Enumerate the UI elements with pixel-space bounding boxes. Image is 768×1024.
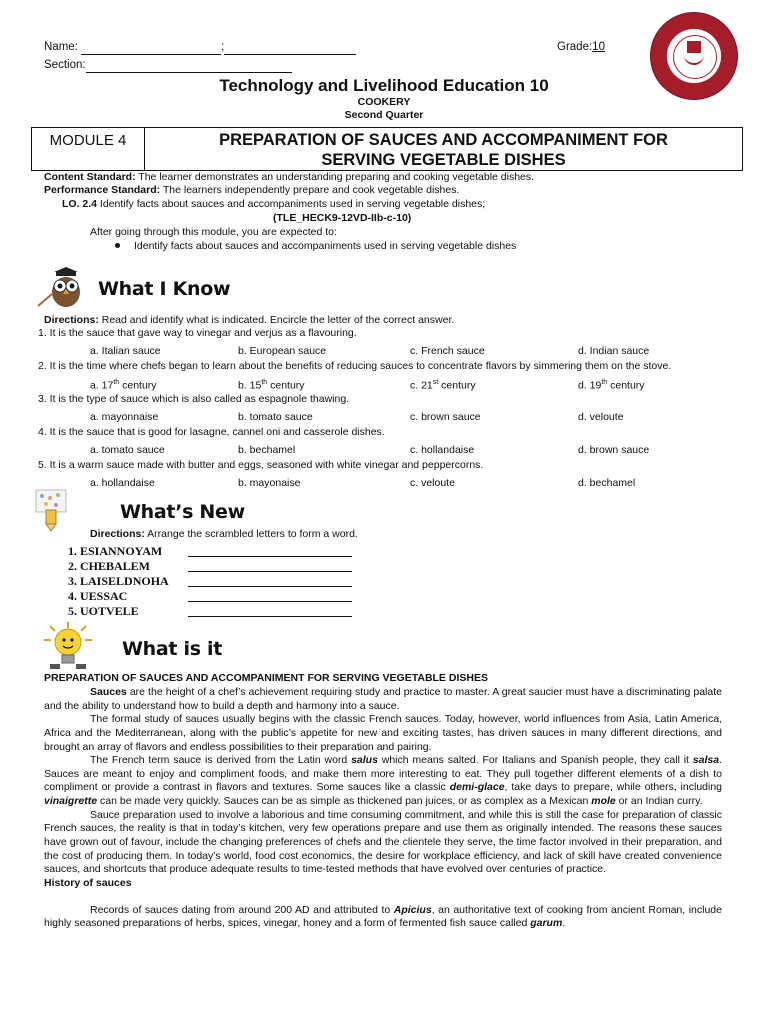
lo-label: LO. 2.4 bbox=[62, 198, 98, 210]
question-5: 5. It is a warm sauce made with butter and eggs, seasoned with white vinegar and peppercorns. bbox=[38, 459, 484, 471]
content-standard-label: Content Standard: bbox=[44, 171, 136, 183]
spacer bbox=[44, 891, 722, 904]
question-1-option-c[interactable]: c. French sauce bbox=[410, 345, 485, 357]
wn-directions bbox=[90, 528, 358, 542]
term-mole: mole bbox=[591, 795, 616, 808]
bullet-text: Identify facts about sauces and accompaniments used in serving vegetable dishes bbox=[134, 240, 517, 252]
wik-directions bbox=[44, 314, 454, 328]
wn-directions-text: Arrange the scrambled letters to form a word. bbox=[144, 528, 358, 540]
question-4-option-a[interactable]: a. tomato sauce bbox=[90, 444, 165, 456]
term-garum: garum bbox=[530, 917, 563, 930]
question-4-option-c[interactable]: c. hollandaise bbox=[410, 444, 475, 456]
question-5-option-a[interactable]: a. hollandaise bbox=[90, 477, 155, 489]
paragraph-1 bbox=[44, 686, 722, 713]
section-line bbox=[44, 58, 292, 73]
what-i-know-heading: What I Know bbox=[98, 278, 231, 300]
whats-new-heading: What’s New bbox=[120, 501, 245, 523]
pencil-icon bbox=[32, 488, 70, 532]
expectation-text: After going through this module, you are expected to: bbox=[90, 226, 337, 238]
p3-a: The French term sauce is derived from the Latin word bbox=[90, 754, 352, 767]
module-box bbox=[31, 127, 743, 171]
question-5-option-c[interactable]: c. veloute bbox=[410, 477, 455, 489]
what-is-it-body bbox=[44, 686, 722, 931]
question-2-option-c[interactable]: c. 21st century bbox=[410, 379, 476, 392]
scrambled-word: 2. CHEBALEM bbox=[68, 559, 151, 573]
question-1-option-d[interactable]: d. Indian sauce bbox=[578, 345, 650, 357]
scrambled-word: 5. UOTVELE bbox=[68, 604, 139, 618]
paragraph-5 bbox=[44, 904, 722, 931]
question-3-option-a[interactable]: a. mayonnaise bbox=[90, 411, 159, 423]
name-label: Name: bbox=[44, 41, 78, 53]
scrambled-item-4 bbox=[68, 589, 127, 605]
answer-blank[interactable] bbox=[188, 616, 352, 617]
main-title: Technology and Livelihood Education 10 bbox=[219, 76, 549, 95]
question-5-option-b[interactable]: b. mayonaise bbox=[238, 477, 301, 489]
question-4-option-d[interactable]: d. brown sauce bbox=[578, 444, 650, 456]
p3-b: which means salted. For Italians and Spanish people, they call it bbox=[377, 754, 693, 767]
question-2-option-a[interactable]: a. 17th century bbox=[90, 379, 157, 392]
performance-standard bbox=[44, 184, 459, 198]
grade-label: Grade: bbox=[557, 41, 593, 53]
content-standard bbox=[44, 171, 534, 185]
learning-objective bbox=[62, 198, 485, 212]
p3-c: . Sauces are meant to enjoy and compliment foods, and make them more interesting to eat. They pull together different elements of a dish to compliment or provide a contrast in flavors and textures. Some sauces like a classic bbox=[44, 754, 722, 794]
question-4: 4. It is the sauce that is good for lasagne, cannel oni and casserole dishes. bbox=[38, 426, 385, 438]
wn-directions-label: Directions: bbox=[90, 528, 145, 540]
module-label: MODULE 4 bbox=[32, 128, 145, 170]
question-2-option-b[interactable]: b. 15th century bbox=[238, 379, 305, 392]
history-heading: History of sauces bbox=[44, 876, 132, 889]
scrambled-item-2 bbox=[68, 559, 150, 575]
paragraph-4: Sauce preparation used to involve a laborious and time consuming commitment, and while this is still the case for preparation of classic French sauces, the reality is that in today’s kitchen, very few operations prepare and use them as originally intended. The reasons these sauces have grown out of favour, include the changing preferences of chefs and the clientele they serve, the time factor involved in their preparation, and the cost of producing them. In today’s world, food cost economics, the desire for workplace efficiency, and lack of skill have created convenience sauces, and shortcuts that produce adequate results to time-tested methods that have evolved over centuries of practice. bbox=[44, 808, 722, 876]
scrambled-word: 1. ESIANNOYAM bbox=[68, 544, 163, 558]
term-salus: salus bbox=[351, 754, 378, 767]
name-blank-2[interactable] bbox=[224, 42, 356, 55]
question-3-option-d[interactable]: d. veloute bbox=[578, 411, 624, 423]
lightbulb-icon bbox=[40, 620, 98, 670]
answer-blank[interactable] bbox=[188, 556, 352, 557]
p3-e: can be made very quickly. Sauces can be as simple as thickened pan juices, or as complex as a Mexican bbox=[97, 795, 592, 808]
name-blank[interactable] bbox=[81, 42, 221, 55]
p5-b: , an authoritative text of cooking from ancient Roman, include highly seasoned preparations of herbs, spices, vinegar, honey and a form of fermented fish sauce called bbox=[44, 903, 722, 930]
section-blank[interactable] bbox=[86, 60, 292, 73]
question-3-option-b[interactable]: b. tomato sauce bbox=[238, 411, 313, 423]
paragraph-2: The formal study of sauces usually begins with the classic French sauces. Today, however, world influences from Asia, Latin America, Africa and the Mediterranean, along with the public’s appetite for new and exciting tastes, has driven sauces in many different directions, and brought an array of flavors and endless possibilities to their preparation and pairing. bbox=[44, 713, 722, 753]
name-line bbox=[44, 40, 356, 55]
module-title-line1: PREPARATION OF SAUCES AND ACCOMPANIMENT FOR bbox=[219, 131, 668, 149]
term-demi-glace: demi-glace bbox=[449, 781, 505, 794]
name-sep: ; bbox=[221, 41, 225, 53]
term-salsa: salsa bbox=[692, 754, 720, 767]
bullet-dot bbox=[115, 243, 120, 248]
performance-standard-text: The learners independently prepare and cook vegetable dishes. bbox=[160, 184, 460, 196]
seal-building bbox=[687, 41, 701, 53]
question-1-option-b[interactable]: b. European sauce bbox=[238, 345, 327, 357]
what-is-it-heading: What is it bbox=[122, 638, 223, 660]
wik-directions-text: Read and identify what is indicated. Encircle the letter of the correct answer. bbox=[98, 314, 455, 326]
paragraph-1-text: are the height of a chef’s achievement requiring study and practice to master. A great saucier must have a discriminating palate and the ability to understand how to build a depth and harmony into a sauce. bbox=[44, 686, 722, 712]
question-2-option-d[interactable]: d. 19th century bbox=[578, 379, 645, 392]
grade-line bbox=[557, 40, 605, 55]
scrambled-item-5 bbox=[68, 604, 139, 620]
performance-standard-label: Performance Standard: bbox=[44, 184, 161, 196]
term-vinaigrette: vinaigrette bbox=[44, 795, 98, 808]
p5-a: Records of sauces dating from around 200 AD and attributed to bbox=[90, 903, 394, 916]
sub-title-quarter: Second Quarter bbox=[344, 109, 424, 121]
question-3-option-c[interactable]: c. brown sauce bbox=[410, 411, 481, 423]
p3-f: or an Indian curry. bbox=[615, 795, 703, 808]
what-is-it-subheading: PREPARATION OF SAUCES AND ACCOMPANIMENT FOR SERVING VEGETABLE DISHES bbox=[44, 672, 488, 684]
p5-c: . bbox=[562, 917, 566, 930]
owl-teacher-icon bbox=[36, 266, 92, 310]
content-standard-text: The learner demonstrates an understanding preparing and cooking vegetable dishes. bbox=[135, 171, 535, 183]
question-4-option-b[interactable]: b. bechamel bbox=[238, 444, 296, 456]
answer-blank[interactable] bbox=[188, 586, 352, 587]
wik-directions-label: Directions: bbox=[44, 314, 99, 326]
question-5-option-d[interactable]: d. bechamel bbox=[578, 477, 636, 489]
scrambled-item-1 bbox=[68, 544, 162, 560]
p3-d: , take days to prepare, while others, including bbox=[504, 781, 723, 794]
module-title-line2: SERVING VEGETABLE DISHES bbox=[321, 151, 566, 169]
sub-title-cookery: COOKERY bbox=[357, 96, 411, 108]
paragraph-3 bbox=[44, 754, 722, 809]
answer-blank[interactable] bbox=[188, 601, 352, 602]
question-2: 2. It is the time where chefs began to learn about the benefits of reducing sauces to concentrate flavors by simmering them on the stove. bbox=[38, 360, 672, 372]
lo-text: Identify facts about sauces and accompaniments used in serving vegetable dishes; bbox=[97, 198, 486, 210]
question-1-option-a[interactable]: a. Italian sauce bbox=[90, 345, 161, 357]
term-apicius: Apicius bbox=[393, 903, 432, 916]
scrambled-item-3 bbox=[68, 574, 169, 590]
competency-code: (TLE_HECK9-12VD-IIb-c-10) bbox=[273, 212, 412, 224]
scrambled-word: 3. LAISELDNOHA bbox=[68, 574, 169, 588]
answer-blank[interactable] bbox=[188, 571, 352, 572]
section-label: Section: bbox=[44, 59, 86, 71]
grade-value: 10 bbox=[592, 41, 605, 53]
term-sauces: Sauces bbox=[90, 686, 127, 698]
scrambled-word: 4. UESSAC bbox=[68, 589, 128, 603]
module-title bbox=[145, 128, 742, 170]
question-1: 1. It is the sauce that gave way to vinegar and verjus as a flavouring. bbox=[38, 327, 357, 339]
question-3: 3. It is the type of sauce which is also called as espagnole thawing. bbox=[38, 393, 350, 405]
